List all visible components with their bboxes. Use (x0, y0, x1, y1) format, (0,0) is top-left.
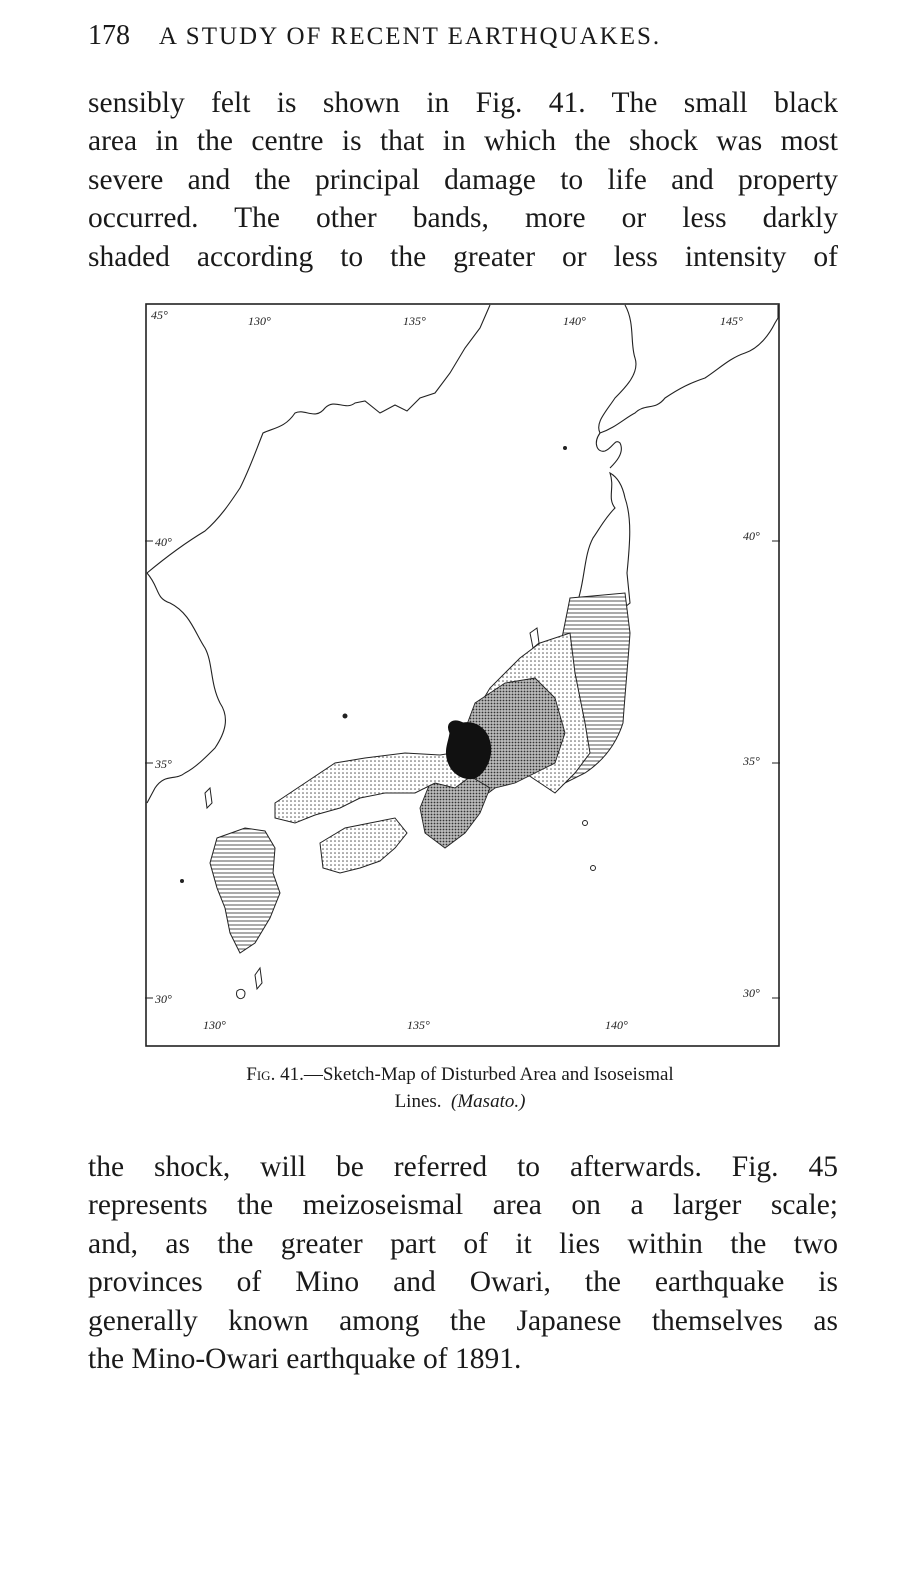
longitude-label: 135° (407, 1018, 430, 1032)
latitude-label: 35° (743, 754, 760, 768)
latitude-label: 40° (155, 535, 172, 549)
island (343, 714, 348, 719)
meizoseismal-area (446, 721, 490, 779)
latitude-label: 40° (743, 529, 760, 543)
figure-caption (130, 1061, 790, 1115)
text-line: sensibly felt is shown in Fig. 41. The small black (88, 87, 838, 119)
caption-credit: (Masato.) (451, 1091, 526, 1112)
longitude-label: 140° (605, 1018, 628, 1032)
text-line: and, as the greater part of it lies within the two (88, 1227, 838, 1260)
text-line: area in the centre is that in which the shock was most (88, 125, 838, 158)
text-line: the shock, will be referred to afterwards. Fig. 45 (88, 1151, 838, 1183)
running-header (88, 20, 848, 52)
longitude-label: 135° (403, 314, 426, 328)
caption-line-2: Lines. (394, 1091, 442, 1112)
paragraph-1 (88, 84, 838, 276)
longitude-label: 130° (248, 314, 271, 328)
longitude-label: 130° (203, 1018, 226, 1032)
sketch-map-figure (145, 303, 780, 1047)
text-line: provinces of Mino and Owari, the earthquake is (88, 1266, 838, 1299)
text-line: represents the meizoseismal area on a larger scale; (88, 1189, 838, 1222)
latitude-label: 30° (743, 986, 760, 1000)
longitude-label: 45° (151, 308, 168, 322)
longitude-label: 145° (720, 314, 743, 328)
japan-isoseismal-map (145, 303, 780, 1047)
figure-label: Fig. 41. (246, 1064, 304, 1085)
running-title: A STUDY OF RECENT EARTHQUAKES. (158, 23, 662, 50)
text-line: shaded according to the greater or less intensity of (88, 240, 838, 273)
page-number: 178 (88, 20, 130, 51)
text-line: the Mino-Owari earthquake of 1891. (88, 1343, 522, 1376)
longitude-label: 140° (563, 314, 586, 328)
latitude-label: 35° (155, 757, 172, 771)
caption-text: —Sketch-Map of Disturbed Area and Isoseismal (303, 1064, 674, 1085)
island (563, 446, 567, 450)
text-line: severe and the principal damage to life and property (88, 163, 838, 196)
text-line: generally known among the Japanese themselves as (88, 1304, 838, 1337)
latitude-label: 30° (155, 992, 172, 1006)
paragraph-2 (88, 1148, 838, 1378)
text-line: occurred. The other bands, more or less darkly (88, 202, 838, 235)
island (180, 879, 184, 883)
